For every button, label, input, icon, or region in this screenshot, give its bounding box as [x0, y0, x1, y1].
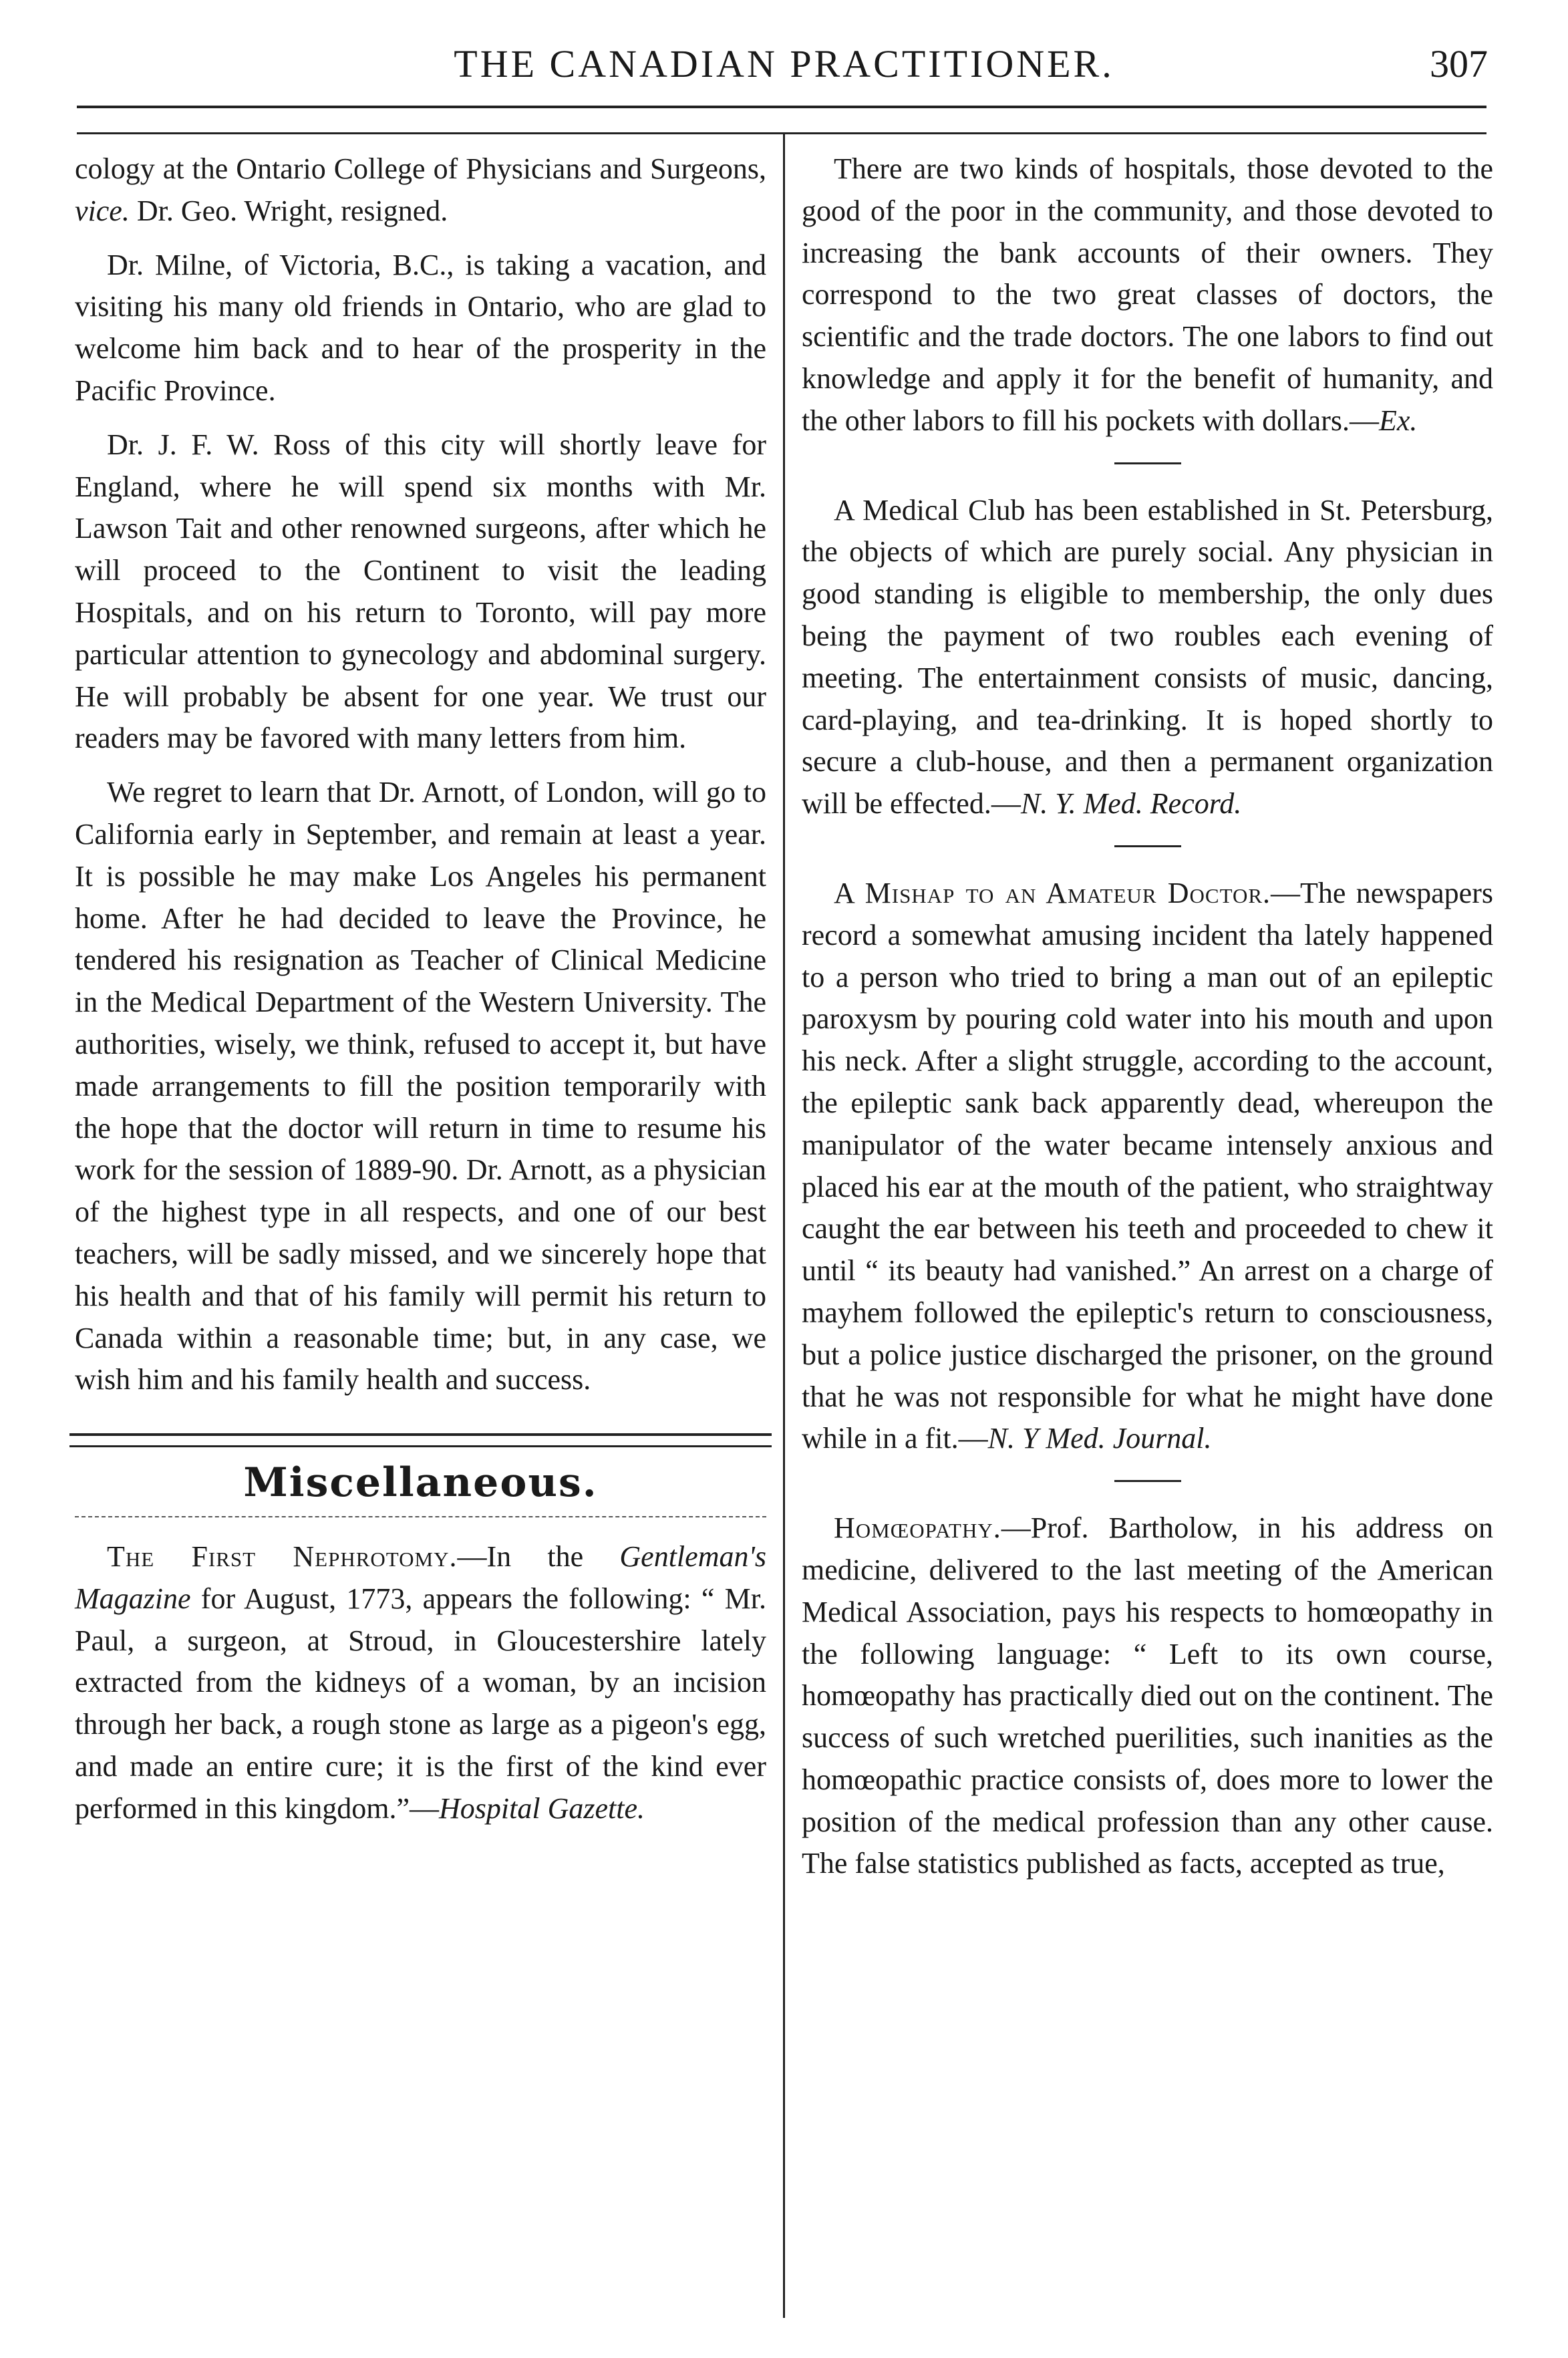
source-citation: Hospital Gazette. — [439, 1791, 645, 1825]
left-column — [75, 148, 766, 1841]
separator-rule — [1114, 845, 1181, 847]
paragraph-first-nephrotomy — [75, 1536, 766, 1830]
source-citation: Ex. — [1378, 404, 1418, 437]
paragraph-medical-club — [802, 490, 1493, 825]
separator-rule — [1114, 1480, 1181, 1482]
paragraph-dr-ross: Dr. J. F. W. Ross of this city will shortly leave for England, where he will spend six months with Mr. Lawson Tait and other renowned surgeons, after which he will proceed to the Continent to visit the leading Hospitals, and on his return to Toronto, will pay more particular attention to gynecology and abdominal surgery. He will probably be absent for one year. We trust our readers may be favored with many letters from him. — [75, 428, 766, 755]
paragraph-text: A Medical Club has been established in St. Petersburg, the objects of which are purely social. Any physician in good standing is eligible to membership, the only dues being the payment of two roubles each evening of meeting. The entertainment consists of music, dancing, card-playing, and tea-drinking. It is hoped shortly to secure a club-house, and then a permanent organization will be effected.— — [802, 493, 1493, 821]
separator-rule — [1114, 462, 1181, 464]
paragraph-text: —In the — [457, 1539, 620, 1573]
section-rule-thin — [69, 1445, 772, 1447]
section-rule-thick — [69, 1433, 772, 1436]
paragraph-hospitals — [802, 148, 1493, 442]
vice-italic: vice. — [75, 194, 130, 227]
paragraph-amateur-doctor — [802, 873, 1493, 1460]
paragraph-homoeopathy — [802, 1507, 1493, 1885]
article-lead: The First Nephrotomy. — [107, 1539, 458, 1573]
paragraph-text: Dr. Geo. Wright, resigned. — [129, 194, 448, 227]
section-rules — [75, 1433, 766, 1447]
paragraph-college-appointment — [75, 148, 766, 233]
paragraph-text: —Prof. Bartholow, in his address on medicine, delivered to the last meeting of the American Medical Association, pays his respects to homœopathy in the following language: “ Left to its own course, homœopathy has practically died out on the continent. The success of such wretched puerilities, such inanities as the homœopathic practice consists of, does more to lower the position of the medical profession than any other cause. The false statistics published as facts, accepted as true, — [802, 1511, 1493, 1880]
header-rule-thin — [77, 132, 1486, 134]
section-heading-miscellaneous: Miscellaneous. — [243, 1459, 598, 1507]
running-header — [0, 41, 1568, 102]
paragraph-dr-milne: Dr. Milne, of Victoria, B.C., is taking a vacation, and visiting his many old friends in Ontario, who are glad to welcome him back and to hear of the prosperity in the Pacific Province. — [75, 248, 766, 407]
journal-title: THE CANADIAN PRACTITIONER. — [454, 42, 1114, 86]
column-divider — [783, 134, 785, 2318]
paragraph-text: for August, 1773, appears the following: “ Mr. Paul, a surgeon, at Stroud, in Gloucestershire lately extracted from the kidneys of a woman, by an incision through her back, a rough stone as large as a pigeon's egg, and made an entire cure; it is the first of the kind ever performed in this kingdom.”— — [75, 1582, 766, 1825]
magazine-title: Gentleman's Magazine — [75, 1539, 766, 1615]
source-citation: N. Y. Med. Record. — [1020, 787, 1242, 821]
article-lead: Homœopathy. — [834, 1511, 1001, 1545]
paragraph-dr-arnott: We regret to learn that Dr. Arnott, of London, will go to California early in September, and remain at least a year. It is possible he may make Los Angeles his permanent home. After he had decided to leave the Province, he tendered his resignation as Teacher of Clinical Medicine in the Medical Department of the Western University. The authorities, wisely, we think, refused to accept it, but have made arrangements to fill the position temporarily with the hope that the doctor will return in time to resume his work for the session of 1889-90. Dr. Arnott, as a physician of the highest type in all respects, and one of our best teachers, will be sadly missed, and we sincerely hope that his health and that of his family will permit his return to Canada within a reasonable time; but, in any case, we wish him and his family health and success. — [75, 776, 766, 1396]
header-rule-thick — [77, 106, 1486, 108]
paragraph-text: —The newspapers record a somewhat amusing incident tha lately happened to a person who tried to bring a man out of an epileptic paroxysm by pouring cold water into his mouth and upon his neck. After a slight struggle, according to the account, the epileptic sank back apparently dead, whereupon the manipulator of the water became intensely anxious and placed his ear at the mouth of the patient, who straightway caught the ear between his teeth and proceeded to chew it until “ its beauty had vanished.” An arrest on a charge of mayhem followed the epileptic's return to consciousness, but a police justice discharged the prisoner, on the ground that he was not responsible for what he might have done while in a fit.— — [802, 876, 1493, 1455]
right-column — [802, 148, 1493, 1897]
paragraph-text: There are two kinds of hospitals, those devoted to the good of the poor in the community, and those devoted to increasing the bank accounts of their owners. They correspond to the two great classes of doctors, the scientific and the trade doctors. The one labors to find out knowledge and apply it for the benefit of humanity, and the other labors to fill his pockets with dollars.— — [802, 152, 1493, 437]
section-rule-dashed — [75, 1516, 766, 1517]
article-lead: A Mishap to an Amateur Doctor. — [834, 876, 1271, 909]
paragraph-text: cology at the Ontario College of Physicians and Surgeons, — [75, 152, 766, 185]
page-number: 307 — [1430, 42, 1488, 86]
source-citation: N. Y Med. Journal. — [987, 1422, 1212, 1455]
